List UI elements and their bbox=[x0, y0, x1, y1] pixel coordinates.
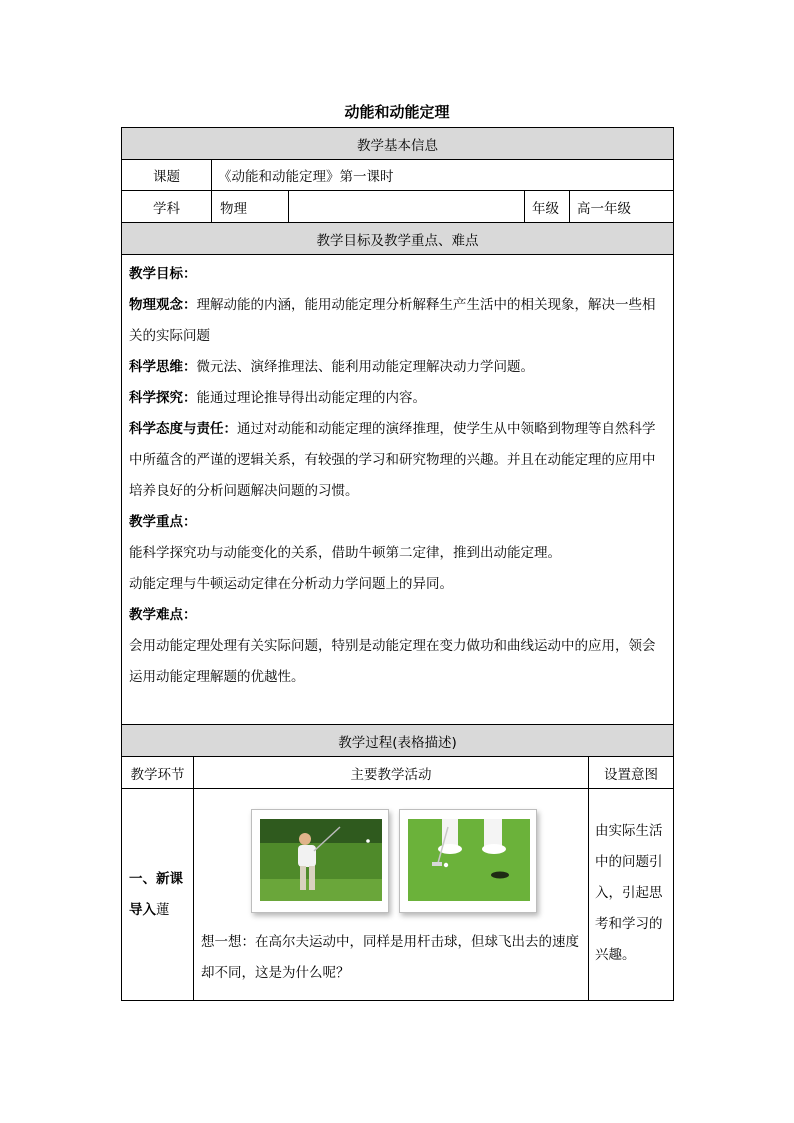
objective-item: 物理观念：理解动能的内涵，能用动能定理分析解释生产生活中的相关现象，解决一些相关的实际问题 bbox=[129, 297, 656, 344]
golf-swing-photo bbox=[251, 809, 389, 913]
col-intent-header: 设置意图 bbox=[589, 757, 674, 789]
key-point: 能科学探究功与动能变化的关系，借助牛顿第二定律，推到出动能定理。 bbox=[129, 545, 561, 561]
objectives-title: 教学目标： bbox=[129, 266, 197, 282]
process-header: 教学过程(表格描述) bbox=[122, 725, 674, 757]
stage-cell: 一、新课导入蓮 bbox=[122, 789, 194, 1001]
topic-label: 课题 bbox=[122, 160, 212, 191]
empty-cell bbox=[289, 191, 525, 223]
difficulty-title: 教学难点： bbox=[129, 607, 197, 623]
objective-item: 科学态度与责任：通过对动能和动能定理的演绎推理，使学生从中领略到物理等自然科学中所蕴含的严谨的逻辑关系，有较强的学习和研究物理的兴趣。并且在动能定理的应用中培养良好的分析问题解决问题的习惯。 bbox=[129, 421, 656, 499]
intent-cell: 由实际生活中的问题引入，引起思考和学习的兴趣。 bbox=[589, 789, 674, 1001]
golf-putt-photo bbox=[399, 809, 537, 913]
document-title: 动能和动能定理 bbox=[344, 103, 450, 121]
lesson-table bbox=[121, 127, 674, 1001]
goals-body bbox=[122, 255, 674, 725]
key-points-title: 教学重点： bbox=[129, 514, 197, 530]
difficulty-text: 会用动能定理处理有关实际问题，特别是动能定理在变力做功和曲线运动中的应用，领会运用动能定理解题的优越性。 bbox=[129, 638, 656, 685]
objective-item: 科学探究：能通过理论推导得出动能定理的内容。 bbox=[129, 390, 426, 406]
key-point: 动能定理与牛顿运动定律在分析动力学问题上的异同。 bbox=[129, 576, 453, 592]
objective-item: 科学思维：微元法、演绎推理法、能利用动能定理解决动力学问题。 bbox=[129, 359, 534, 375]
grade-label: 年级 bbox=[525, 191, 570, 223]
grade-value: 高一年级 bbox=[570, 191, 674, 223]
activity-question: 想一想：在高尔夫运动中，同样是用杆击球，但球飞出去的速度却不同，这是为什么呢？ bbox=[201, 934, 579, 981]
process-row bbox=[122, 789, 674, 1001]
topic-value: 《动能和动能定理》第一课时 bbox=[212, 160, 674, 191]
subject-label: 学科 bbox=[122, 191, 212, 223]
goals-header: 教学目标及教学重点、难点 bbox=[122, 223, 674, 255]
activity-cell bbox=[194, 789, 589, 1001]
basic-info-header: 教学基本信息 bbox=[122, 128, 674, 160]
col-stage-header: 教学环节 bbox=[122, 757, 194, 789]
col-activity-header: 主要教学活动 bbox=[194, 757, 589, 789]
subject-value: 物理 bbox=[212, 191, 289, 223]
